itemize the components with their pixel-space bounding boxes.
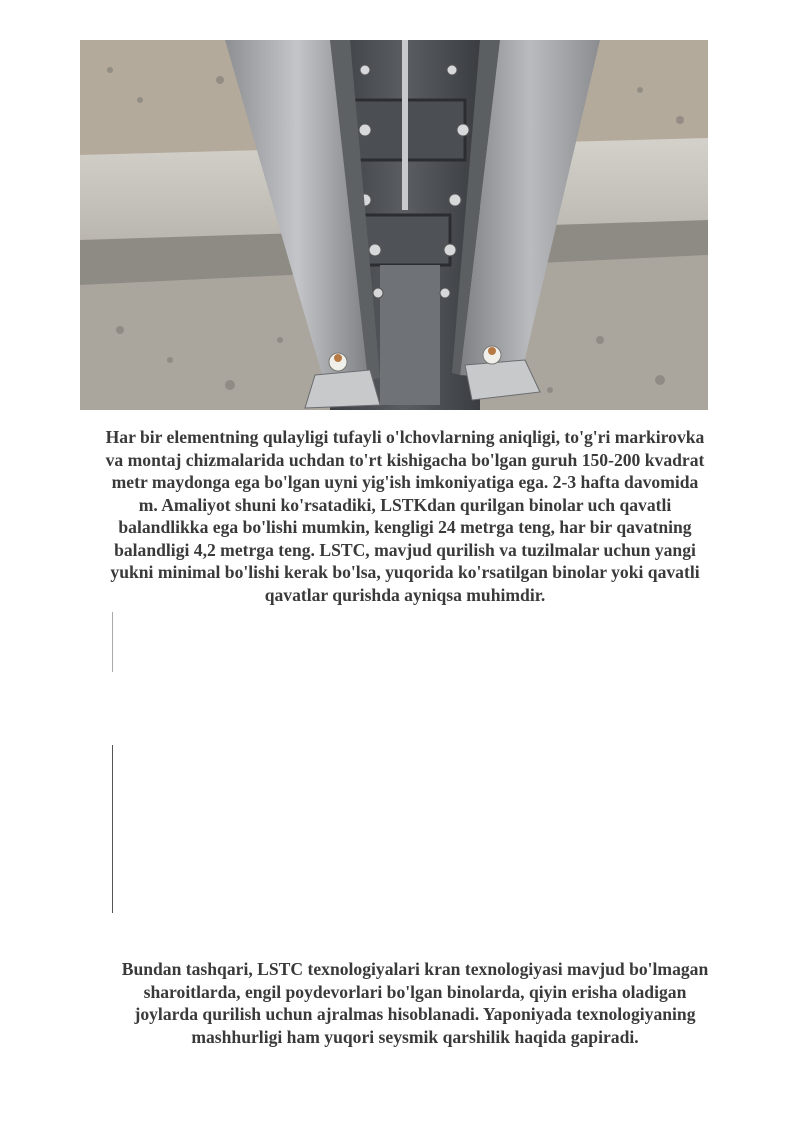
paragraph-lstc-advantages: Bundan tashqari, LSTC texnologiyalari kran texnologiyasi mavjud bo'lmagan sharoitlarda, engil poydevorlari bo'lgan binolarda, qiyin erisha oladigan joylarda qurilish uchun ajralmas hisoblanadi. Yaponiyada texnologiyaning mashhurligi ham yuqori seysmik qarshilik haqida gapiradi. — [121, 959, 709, 1047]
vertical-rule — [112, 745, 113, 913]
paragraph-construction-efficiency: Har bir elementning qulayligi tufayli o'lchovlarning aniqligi, to'g'ri markirovka va montaj chizmalarida uchdan to'rt kishigacha bo'lgan guruh 150-200 kvadrat metr maydonga ega bo'lgan uyni yig'ish imkoniyatiga ega. 2-3 hafta davomida m. Amaliyot shuni ko'rsatadiki, LSTKdan qurilgan binolar uch qavatli balandlikka ega bo'lishi mumkin, kengligi 24 metrga teng, har bir qavatning balandligi 4,2 metrga teng. LSTC, mavjud qurilish va tuzilmalar uchun yangi yukni minimal bo'lishi kerak bo'lsa, yuqorida ko'rsatilgan binolar yoki qavatli qavatlar qurishda ayniqsa muhimdir. — [105, 427, 705, 605]
steel-column-photo-illustration — [80, 40, 708, 410]
vertical-rule — [112, 612, 113, 672]
construction-photo — [80, 40, 708, 410]
